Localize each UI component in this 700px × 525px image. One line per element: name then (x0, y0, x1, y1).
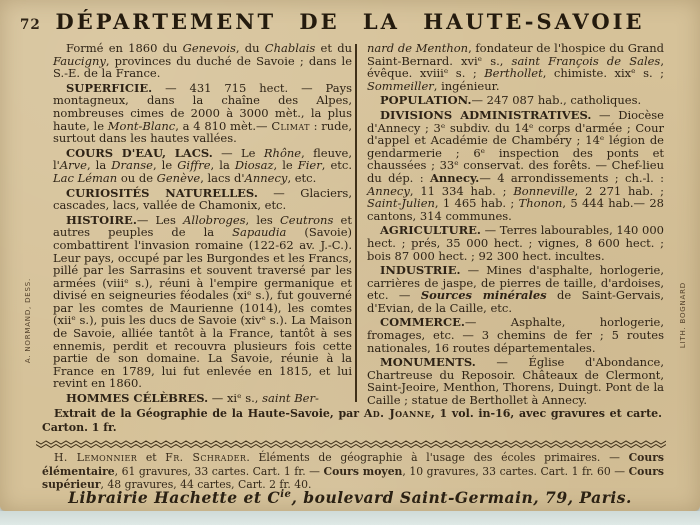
paragraph-cours-deau-lacs: COURS D'EAU, LACS. — Le Rhône, fleuve, l'Arve, la Dranse, le Giffre, la Diosaz, le Fier, etc. Lac Léman ou de Genève, lacs d'Annecy, etc. (53, 145, 352, 185)
paragraph-commerce: COMMERCE.— Asphalte, horlogerie, fromages, etc. — 3 chemins de fer ; 5 routes nationales, 16 routes départementales. (367, 315, 664, 355)
footer-publisher-ad: H. Lemonnier et Fr. Schrader. Éléments de géographie à l'usage des écoles primaires. — Cours élémentaire, 61 gravures, 33 cartes. Cart. 1 fr. — Cours moyen, 10 gravures, 33 cartes. Cart. 1 fr. 60 — Cours supérieur, 48 gravures, 44 cartes, Cart. 2 fr. 40. (42, 451, 664, 492)
paragraph-histoire: HISTOIRE.— Les Allobroges, les Ceutrons et autres peuples de la Sapaudia (Savoie) combattirent l'invasion romaine (122-62 av. J.-C.). Leur pays, occupé par les Burgondes et les Francs, pillé par les Sarrasins et souvent traversé par les armées (viiiᵉ s.), réuni à l'empire germanique et divisé en seigneuries féodales (xiᵉ s.), fut gouverné par les comtes de Maurienne (1014), les comtes (xiiᵉ s.), puis les ducs de Savoie (xivᵉ s.). La Maison de Savoie, alliée tantôt à la France, tantôt à ses ennemis, perdit et recouvra plusieurs fois cette partie de son domaine. La Savoie, réunie à la France en 1789, lui fut enlevée en 1815, et lui revint en 1860. (53, 212, 353, 391)
paragraph-industrie: INDUSTRIE. — Mines d'asphalte, horlogerie, carrières de jaspe, de pierres de taille, d'ardoises, etc. — Sources minérales de Saint-Gervais, d'Evian, de la Caille, etc. (367, 263, 664, 315)
column-left (53, 42, 352, 405)
paragraph-superficie: SUPERFICIE. — 431 715 hect. — Pays montagneux, dans la chaîne des Alpes, nombreuses cimes de 2000 à 3000 mèt., la plus haute, le Mont-Blanc, a 4 810 mèt.— Climat : rude, surtout dans les hautes vallées. (53, 80, 352, 146)
paragraph-divisions: DIVISIONS ADMINISTRATIVES. — Diocèse d'Annecy ; 3ᵉ subdiv. du 14ᵉ corps d'armée ; Cour d'appel et Académie de Chambéry ; 14ᵉ légion de gendarmerie ; 6ᵉ inspection des ponts et chaussées ; 33ᵉ conservat. des forêts. — Chef-lieu du dép. : Annecy.— 4 arrondissements ; ch.-l. : Annecy, 11 334 hab. ; Bonneville, 2 271 hab. ; Saint-Julien, 1 465 hab. ; Thonon, 5 444 hab.— 28 cantons, 314 communes. (367, 107, 664, 223)
column-right (367, 42, 664, 407)
paragraph-agriculture: AGRICULTURE. — Terres labourables, 140 000 hect. ; prés, 35 000 hect. ; vignes, 8 600 hect. ; bois 87 000 hect. ; 92 300 hect. incultes. (367, 223, 664, 263)
wavy-divider (36, 440, 666, 449)
page-title: DÉPARTEMENT DE LA HAUTE-SAVOIE (55, 9, 645, 34)
footer-imprint: Librairie Hachette et $C^{ie}$, boulevard Saint-Germain, 79, Paris. (68, 488, 632, 507)
footer-extrait-note: Extrait de la Géographie de la Haute-Savoie, par Ad. Joanne, 1 vol. in-16, avec gravures et carte. Carton. 1 fr. (42, 407, 662, 434)
lithographer-credit: LITH. BOGNARD (679, 282, 687, 349)
scan-background-strip (0, 511, 700, 525)
column-divider (355, 44, 357, 402)
paragraph-population: POPULATION.— 247 087 hab., catholiques. (380, 93, 642, 108)
illustrator-credit: A. NORMAND, DESS. (24, 278, 32, 364)
paragraph-hommes-celebres: HOMMES CÉLÈBRES. — xiᵉ s., saint Ber- (66, 391, 319, 406)
paragraph-monuments: MONUMENTS. — Église d'Abondance, Chartreuse du Reposoir. Châteaux de Clermont, Saint-Jeoire, Menthon, Thorens, Duingt. Pont de la Caille ; statue de Berthollet à Annecy. (367, 355, 664, 408)
paragraph-curiosites: CURIOSITÉS NATURELLES. — Glaciers, cascades, lacs, vallée de Chamonix, etc. (53, 185, 352, 213)
page-number: 72 (20, 17, 41, 33)
paragraph-formation: Formé en 1860 du Genevois, du Chablais et du Faucigny, provinces du duché de Savoie ; dans le S.-E. de la France. (53, 41, 352, 81)
paragraph-hommes-celebres-suite: nard de Menthon, fondateur de l'hospice du Grand Saint-Bernard. xviᵉ s., saint François de Sales, évêque. xviiiᵉ s. ; Berthollet, chimiste. xixᵉ s. ; Sommeiller, ingénieur. (367, 41, 664, 93)
